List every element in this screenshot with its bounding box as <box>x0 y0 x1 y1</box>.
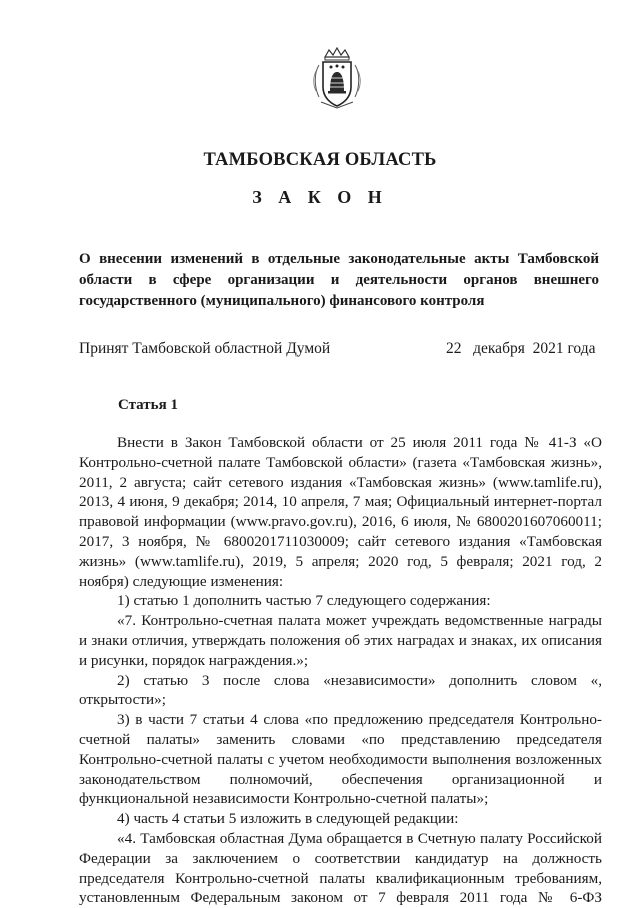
article-paragraph: 4) часть 4 статьи 5 изложить в следующей редакции: <box>117 810 459 828</box>
article-paragraph: «7. Контрольно-счетная палата может учреждать ведомственные награды и знаки отличия, утверждать положения об этих наградах и знаках, их описания и рисунки, порядок награждения.»; <box>79 612 602 669</box>
region-title: ТАМБОВСКАЯ ОБЛАСТЬ <box>203 150 437 170</box>
article-paragraph: Внести в Закон Тамбовской области от 25 июля 2011 года № 41-З «О Контрольно-счетной палате Тамбовской области» (газета «Тамбовская жизнь», 2011, 2 августа; сайт сетевого издания «Тамбовская жизнь» (www.tamlife.ru), 2013, 4 июня, 9 декабря; 2014, 10 апреля, 7 мая; Официальный интернет-портал правовой информации (www.pravo.gov.ru), 2016, 6 июля, № 6800201607060011; 2017, 3 ноября, № 6800201711030009; сайт сетевого издания «Тамбовская жизнь» (www.tamlife.ru), 2019, 5 апреля; 2020 год, 5 февраля; 2021 год, 2 ноября) следующие изменения: <box>79 434 602 590</box>
tambov-coat-of-arms-icon <box>311 47 363 109</box>
article-paragraph: «4. Тамбовская областная Дума обращается в Счетную палату Российской Федерации за заключением о соответствии кандидатур на должность председателя Контрольно-счетной палаты квалификационным требованиям, установленным Федеральным законом от 7 февраля 2011 года № 6-ФЗ <box>79 829 602 907</box>
law-title: О внесении изменений в отдельные законодательные акты Тамбовской области в сфере организации и деятельности органов внешнего государственного (муниципального) финансового контроля <box>79 251 599 309</box>
article-paragraph: 3) в части 7 статьи 4 слова «по предложению председателя Контрольно-счетной палаты» заменить словами «по представлению председателя Контрольно-счетной палаты с учетом необходимости выполнения возложенных законодательством полномочий, обеспечения организационной и функциональной независимости Контрольно-счетной палаты»; <box>79 711 602 808</box>
document-type-heading: З А К О Н <box>252 187 388 207</box>
article-heading: Статья 1 <box>118 397 178 413</box>
adoption-date: 22 декабря 2021 года <box>446 340 596 357</box>
article-body <box>79 433 602 908</box>
adoption-label: Принят Тамбовской областной Думой <box>79 340 331 357</box>
article-paragraph: 2) статью 3 после слова «независимости» дополнить словом «, открытости»; <box>79 671 602 709</box>
article-paragraph: 1) статью 1 дополнить частью 7 следующего содержания: <box>117 592 491 610</box>
